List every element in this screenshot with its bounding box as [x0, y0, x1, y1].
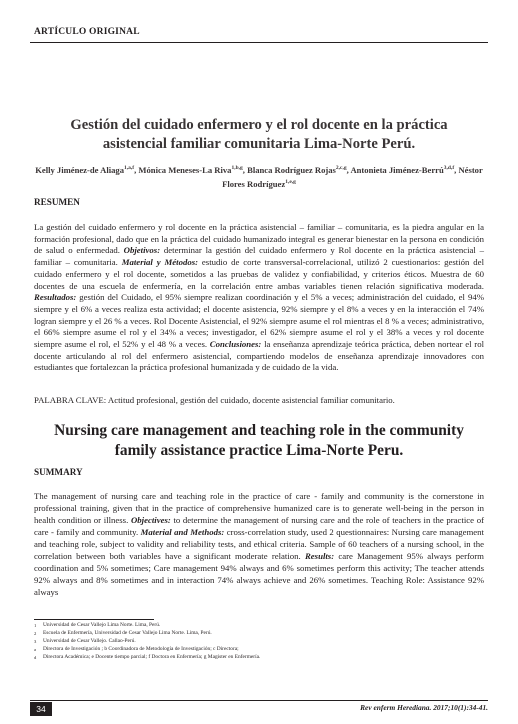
keywords: PALABRA CLAVE: Actitud profesional, gestión del cuidado, docente asistencial familiar comunitario.	[34, 395, 395, 405]
section-label: ARTÍCULO ORIGINAL	[34, 27, 140, 37]
english-title-line-1: Nursing care management and teaching role in the community	[54, 422, 464, 439]
footnote	[34, 622, 474, 630]
footnote	[34, 646, 474, 654]
results-label: Resultados:	[34, 292, 77, 303]
footnote-marker: a	[34, 646, 37, 652]
summary-intro: The management of nursing care and teaching role in the practice of care - family and community is the cornerstone in professional training, given that in the practice of comprehensive humanized care is to generate well-being in the person in health condition or illness.	[34, 491, 484, 525]
author-affiliation-marker: 1,a,f	[124, 165, 135, 171]
summary-methods-label: Material and Methods:	[140, 527, 225, 537]
english-title	[40, 421, 478, 460]
conclusions-text: la enseñanza aprendizaje teórica práctica, deben nortear el rol docente articulando al rol del enfermero asistencial, compartiendo modelos de enseñanza aprendizaje innovadores con estudiantes que fortalezcan la práctica profesional humanizada y de cuidado de la vida.	[34, 339, 485, 373]
footnotes	[34, 622, 474, 662]
author-name: Kelly Jiménez-de Aliaga	[35, 164, 124, 175]
objectives-text: determinar la gestión del cuidado enfermero y Rol docente en la práctica asistencial – familiar – comunitaria.	[34, 245, 485, 268]
spanish-title-line-1: Gestión del cuidado enfermero y el rol docente en la práctica	[70, 117, 448, 133]
footnote-marker: 1	[34, 623, 37, 628]
spanish-title	[40, 116, 478, 154]
resumen-intro: La gestión del cuidado enfermero y rol docente en la práctica asistencial – familiar – comunitaria, es la piedra angular en la formación profesional, dado que en la práctica del cuidado humanizado integral es generar bienestar en la persona en condición de salud o enfermedad.	[34, 222, 484, 256]
methods-label: Material y Métodos:	[121, 257, 199, 268]
methods-text: estudio de corte transversal-correlacional, utilizó 2 cuestionarios: gestión del cuidado enfermero y el rol docente, sometidos a las pruebas de validez y confiabilidad, y criterios éticos. Muestra de 60 docentes de una escuela de enfermería, en la correlación entre ambas variables tienen relación significativa moderada.	[34, 257, 484, 291]
summary-heading: SUMMARY	[34, 467, 83, 477]
author-list: Kelly Jiménez-de Aliaga$^{1,a,f}$, Mónica Meneses-La Riva$^{1,b,g}$, Blanca Rodríguez Rojas$^{2,c,g}$, Antonieta Jiménez-Berrú$^{3,d,f}$, Néstor Flores Rodríguez$^{1,e,g}$	[35, 164, 483, 190]
summary-results-label: Results:	[304, 551, 335, 561]
summary-objectives-label: Objectives:	[130, 515, 171, 525]
footnote-text: Universidad de Cesar Vallejo Lima Norte. Lima, Perú.	[43, 622, 161, 628]
author-name: Antonieta Jiménez-Berrú	[350, 164, 444, 175]
footnote	[34, 638, 474, 646]
author-affiliation-marker: 1,e,g	[285, 179, 296, 186]
header-divider	[30, 42, 488, 43]
footnote-text: Universidad de Cesar Vallejo. Callao-Perú.	[43, 637, 136, 644]
author-name: Néstor Flores Rodríguez	[222, 164, 483, 190]
footer-divider	[30, 700, 488, 701]
journal-citation: Rev enferm Herediana. 2017;10(1):34-41.	[360, 703, 488, 712]
footnote-marker: d	[34, 654, 37, 660]
footnote	[34, 630, 474, 638]
results-text: gestión del Cuidado, el 95% siempre realizan coordinación y el 5% a veces; administración del cuidado, el 94% siempre y el 6% a veces realiza esta actividad; el docente asistencia, 92% siempre y el 8% a veces y en la interacción el 74% logran siempre y el 26 % a veces. Rol Docente Asistencial, el 92% siempre asume el rol mientras el 8 % a veces; administrativo, el 66% siempre asume el rol y el 34% a veces; investigador, el 62% siempre asume el rol y el 38% a veces y rol docente siempre asume el rol, el 52% y el 48 % a veces.	[34, 292, 485, 350]
english-title-line-2: family assistance practice Lima-Norte Peru.	[114, 441, 404, 459]
objectives-label: Objetivos:	[123, 245, 161, 256]
resumen-heading: RESUMEN	[34, 197, 80, 207]
summary-results-text: care Management 95% always perform coordination and 5% sometimes; Care management 94% always and 6% sometimes perform this activity; The teacher attends 92% always and 8% sometimes and in interaction 74% always achieve and 26% sometimes. Teaching Role: Assistance 92% always	[34, 551, 484, 597]
author-affiliation-marker: 1,b,g	[231, 165, 243, 171]
footnote	[34, 654, 474, 662]
author-affiliation-marker: 3,d,f	[443, 165, 455, 171]
spanish-title-line-2: asistencial familiar comunitaria Lima-Norte Perú.	[102, 136, 416, 152]
author-affiliation-marker: 2,c,g	[335, 165, 347, 171]
conclusions-label: Conclusiones:	[209, 339, 262, 350]
summary-paragraph	[34, 490, 484, 598]
author-name: Blanca Rodríguez Rojas	[247, 164, 336, 175]
footnote-marker: 2	[34, 630, 37, 636]
footnote-divider	[34, 619, 154, 620]
footnote-text: Directora de Investigación ; b Coordinadora de Metodología de Investigación; c Directora;	[43, 645, 239, 652]
footnote-text: Directora Académica; e Docente tiempo parcial; f Doctora en Enfermería; g Magister en Enfermería.	[43, 653, 261, 660]
footnote-marker: 3	[34, 638, 37, 644]
summary-methods-text: cross-correlation study, used 2 questionnaires: Nursing care management and teaching role, subject to validity and reliability tests, and ethical criteria. Sample of 60 teachers of a nursing school, in the correlation between both variables have a significant moderate relation.	[34, 527, 484, 561]
summary-objectives-text: to determine the management of nursing care and the role of teachers in the practice of care - family and community.	[34, 515, 485, 537]
author-name: Mónica Meneses-La Riva	[138, 164, 232, 175]
footnote-text: Escuela de Enfermería, Universidad de Cesar Vallejo Lima Norte. Lima, Perú.	[43, 629, 212, 636]
resumen-paragraph	[34, 222, 484, 374]
page-number: 34	[30, 702, 52, 716]
